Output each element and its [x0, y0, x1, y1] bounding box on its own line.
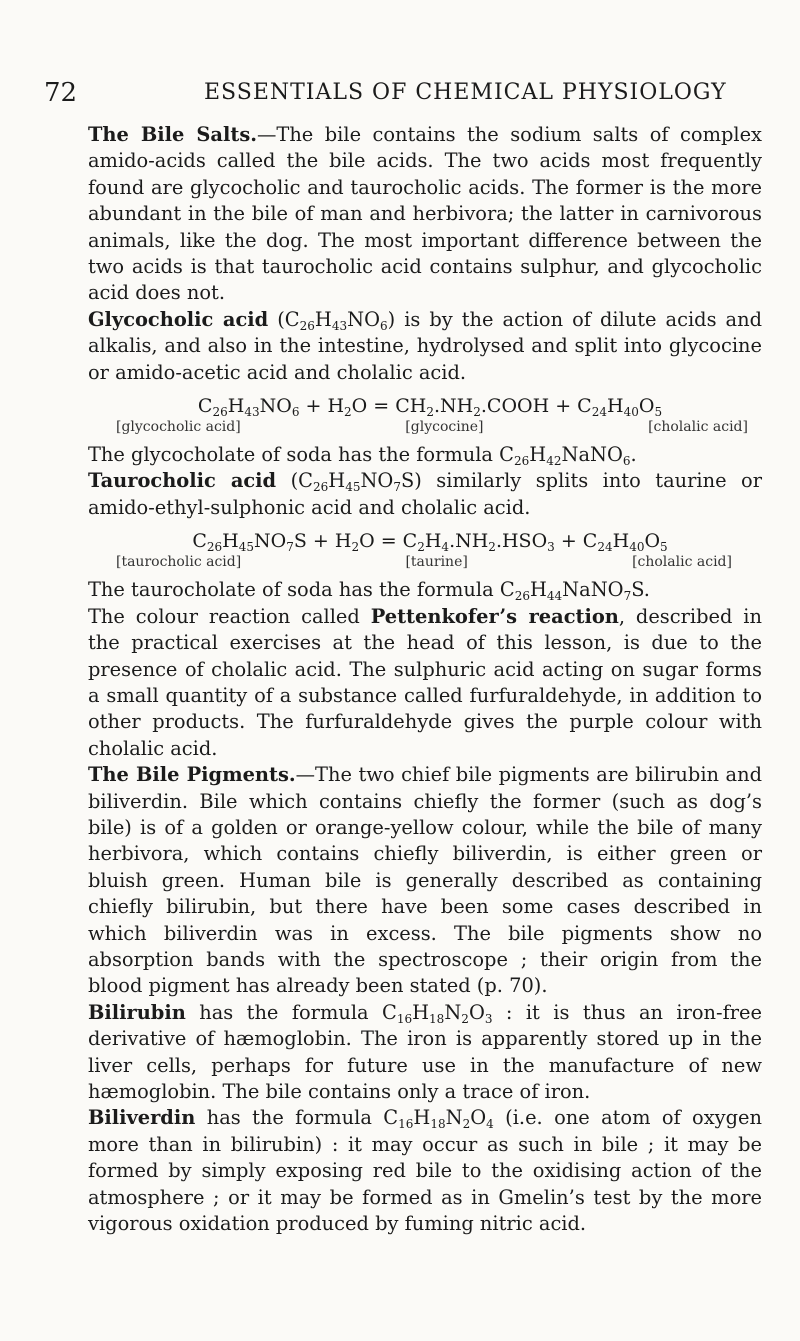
paragraph-biliverdin [88, 1105, 762, 1237]
heading-bile-pigments: The Bile Pigments. [88, 763, 296, 787]
running-head: ESSENTIALS OF CHEMICAL PHYSIOLOGY [204, 80, 727, 105]
text-pettenkofer-before: The colour reaction called [88, 604, 371, 628]
label-taurine: [taurine] [405, 554, 468, 571]
equation-2: $C_{26}H_{45}NO_7S + H_2O = C_2H_4.NH_2.HSO_3 + C_{24}H_{40}O_5$ [192, 530, 668, 555]
text-pettenkofer: , described in the practical exercises at the head of this lesson, is due to the presence of cholalic acid. The sulphuric acid acting on sugar forms a small quantity of a substance called furfuraldehyde, in addition to other products. The furfuraldehyde gives the purple colour with cholalic acid. [88, 604, 762, 760]
text-biliverdin: has the formula $C_{16}H_{18}N_2O_4$ (i.e. one atom of oxygen more than in bilirubin) : it may occur as such in bile ; it may be formed by simply exposing red bile to the oxidising action of the atmosphere ; or it may be formed as in Gmelin’s test by the more vigorous oxidation produced by fuming nitric acid. [88, 1106, 762, 1236]
text-bile-pigments: —The two chief bile pigments are bilirubin and biliverdin. Bile which contains chiefly the former (such as dog’s bile) is of a golden or orange-yellow colour, while the bile of many herbivora, which contains chiefly biliverdin, is either green or bluish green. Human bile is generally described as containing chiefly bilirubin, but there have been some cases described in which biliverdin was in excess. The bile pigments show no absorption bands with the spectroscope ; their origin from the blood pigment has already been stated (p. 70). [88, 763, 763, 998]
paragraph-bilirubin [88, 1000, 762, 1106]
paragraph-taurocholate: The taurocholate of soda has the formula $C_{26}H_{44}NaNO_7S$. [88, 578, 650, 604]
label-cholalic-acid: [cholalic acid] [648, 419, 748, 436]
paragraph-bile-pigments [88, 762, 762, 1000]
heading-taurocholic: Taurocholic acid [88, 469, 277, 493]
text-bile-salts: —The bile contains the sodium salts of complex amido-acids called the bile acids. The two acids most frequently found are glycocholic and taurocholic acids. The former is the more abundant in the bile of man and herbivora; the latter in carnivorous animals, like the dog. The most important difference between the two acids is that taurocholic acid contains sulphur, and glycocholic acid does not. [88, 123, 762, 305]
label-cholalic-acid-2: [cholalic acid] [632, 554, 732, 571]
equation-1: $C_{26}H_{43}NO_6 + H_2O$ = $CH_2.NH_2.COOH + C_{24}H_{40}O_5$ [197, 395, 663, 420]
equation-glycocholic [88, 394, 762, 436]
heading-pettenkofer: Pettenkofer’s reaction [370, 604, 619, 628]
page-number: 72 [44, 78, 78, 108]
equation-taurocholic [88, 529, 762, 571]
paragraph-glycocholic [88, 307, 762, 386]
paragraph-pettenkofer [88, 604, 762, 762]
label-taurocholic-acid: [taurocholic acid] [116, 554, 242, 571]
heading-glycocholic: Glycocholic acid [88, 307, 269, 331]
heading-bile-salts: The Bile Salts. [88, 123, 257, 146]
paragraph-glycocholate: The glycocholate of soda has the formula $C_{26}H_{42}NaNO_6$. [88, 443, 637, 469]
paragraph-taurocholic [88, 468, 762, 521]
page-header [44, 78, 754, 108]
formula-glycocholic: $(C_{26}H_{43}NO_6)$ [277, 307, 396, 333]
text-glycocholic: is by the action of dilute acids and alkalis, and also in the intestine, hydrolysed and split into glycocine or amido-acetic acid and cholalic acid. [88, 307, 762, 384]
label-glycocine: [glycocine] [405, 419, 484, 436]
formula-taurocholic: $(C_{26}H_{45}NO_7S)$ [290, 469, 422, 495]
equation-2-labels [88, 553, 762, 571]
body-text [88, 122, 762, 1237]
heading-biliverdin: Biliverdin [88, 1106, 196, 1130]
text-bilirubin: has the formula $C_{16}H_{18}N_2O_3$ : it is thus an iron-free derivative of hæmoglobin. The iron is apparently stored up in the liver cells, perhaps for future use in the manufacture of new hæmoglobin. The bile contains only a trace of iron. [88, 1000, 762, 1103]
paragraph-bile-salts [88, 122, 762, 307]
equation-1-labels [88, 418, 762, 436]
label-glycocholic-acid: [glycocholic acid] [116, 419, 241, 436]
text-taurocholic: similarly splits into taurine or amido-ethyl-sulphonic acid and cholalic acid. [88, 469, 762, 519]
heading-bilirubin: Bilirubin [88, 1000, 186, 1024]
